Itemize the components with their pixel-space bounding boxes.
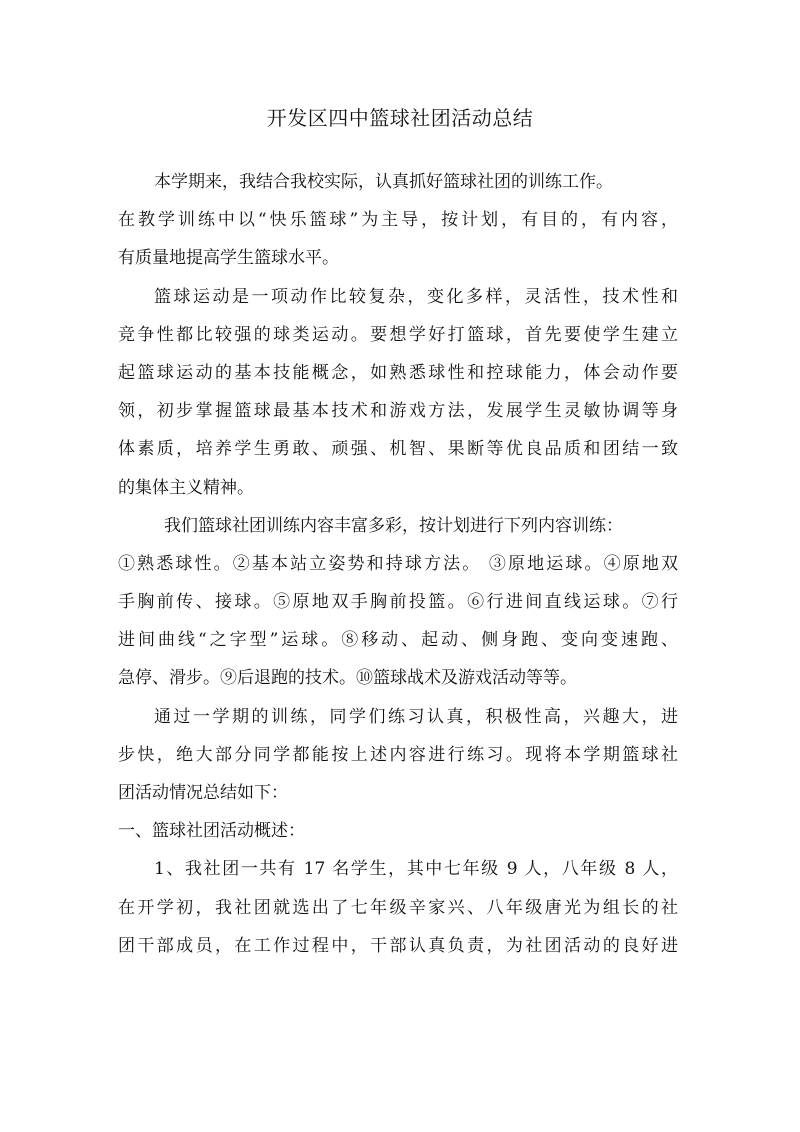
paragraph-line: 在教学训练中以“快乐篮球”为主导，按计划，有目的，有内容， <box>118 210 678 231</box>
paragraph-line: 急停、滑步。⑨后退跑的技术。⑩篮球战术及游戏活动等等。 <box>118 668 577 689</box>
paragraph-line: 我们篮球社团训练内容丰富多彩，按计划进行下列内容训练： <box>164 515 623 536</box>
paragraph-line: 步快，绝大部分同学都能按上述内容进行练习。现将本学期篮球社 <box>118 744 678 765</box>
paragraph-line: 团活动情况总结如下： <box>118 783 288 803</box>
paragraph-line: 本学期来，我结合我校实际，认真抓好篮球社团的训练工作。 <box>154 172 613 192</box>
paragraph-line: 领，初步掌握篮球最基本技术和游戏方法，发展学生灵敏协调等身 <box>118 401 678 422</box>
paragraph-line: 体素质，培养学生勇敢、顽强、机智、果断等优良品质和团结一致 <box>118 439 678 460</box>
paragraph-line: 起篮球运动的基本技能概念，如熟悉球性和控球能力，体会动作要 <box>118 362 678 383</box>
section-heading: 一、篮球社团活动概述： <box>118 821 305 842</box>
paragraph-line: 团干部成员，在工作过程中，干部认真负责，为社团活动的良好进 <box>118 935 678 956</box>
paragraph-line: 竞争性都比较强的球类运动。要想学好打篮球，首先要使学生建立 <box>118 324 678 345</box>
paragraph-line: 通过一学期的训练，同学们练习认真，积极性高，兴趣大，进 <box>154 706 678 727</box>
paragraph-line: 有质量地提高学生篮球水平。 <box>118 248 339 269</box>
paragraph-line: 在开学初，我社团就选出了七年级辛家兴、八年级唐光为组长的社 <box>118 897 678 918</box>
paragraph-line: 1、我社团一共有 17 名学生，其中七年级 9 人，八年级 8 人， <box>154 859 678 880</box>
document-body <box>118 163 678 965</box>
paragraph-line: 篮球运动是一项动作比较复杂，变化多样，灵活性，技术性和 <box>154 286 678 307</box>
paragraph-line: 手胸前传、接球。⑤原地双手胸前投篮。⑥行进间直线运球。⑦行 <box>118 592 678 613</box>
paragraph-line: 的集体主义精神。 <box>118 477 254 498</box>
document-title: 开发区四中篮球社团活动总结 <box>266 106 534 130</box>
paragraph-line: 进间曲线“之字型”运球。⑧移动、起动、侧身跑、变向变速跑、 <box>118 630 678 651</box>
paragraph-line: ①熟悉球性。②基本站立姿势和持球方法。 ③原地运球。④原地双 <box>118 553 678 574</box>
